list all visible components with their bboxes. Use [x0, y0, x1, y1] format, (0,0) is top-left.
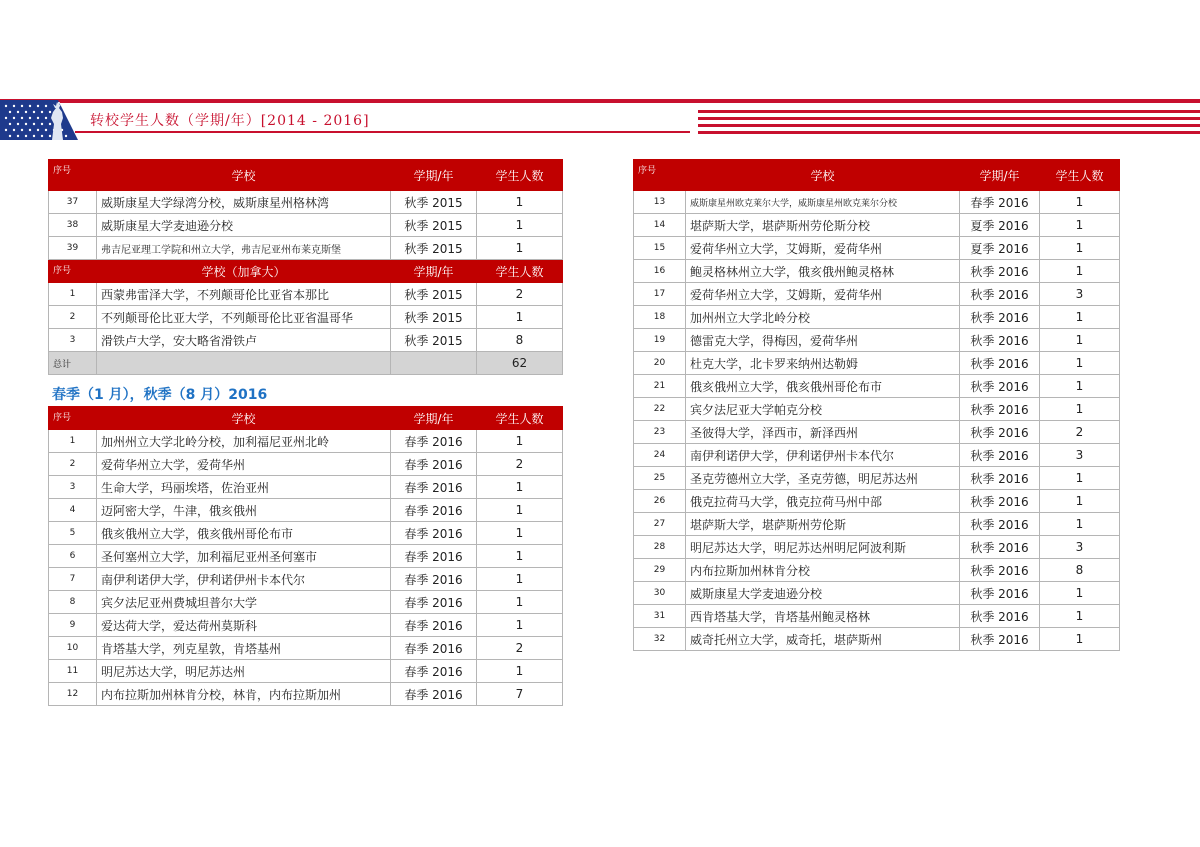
row-school: 威斯康星大学绿湾分校，威斯康星州格林湾 — [97, 191, 391, 214]
table-row — [634, 628, 1120, 651]
row-count: 1 — [477, 191, 563, 214]
row-no: 7 — [49, 568, 97, 591]
row-count: 1 — [1040, 329, 1120, 352]
table-row — [49, 329, 563, 352]
row-term: 秋季 2016 — [960, 605, 1040, 628]
table-row — [49, 306, 563, 329]
table-row — [634, 352, 1120, 375]
table-row — [634, 329, 1120, 352]
row-no: 2 — [49, 306, 97, 329]
header-no: 序号 — [49, 260, 97, 283]
row-count: 1 — [1040, 605, 1120, 628]
header-school: 学校 — [97, 160, 391, 191]
row-count: 1 — [1040, 513, 1120, 536]
row-term: 秋季 2016 — [960, 444, 1040, 467]
row-school: 圣克劳德州立大学，圣克劳德，明尼苏达州 — [686, 467, 960, 490]
row-no: 32 — [634, 628, 686, 651]
header-no: 序号 — [634, 160, 686, 191]
row-count: 1 — [477, 214, 563, 237]
row-no: 9 — [49, 614, 97, 637]
row-school: 威斯康星州欧克莱尔大学，威斯康星州欧克莱尔分校 — [686, 191, 960, 214]
row-count: 3 — [1040, 536, 1120, 559]
row-school: 明尼苏达大学，明尼苏达州明尼阿波利斯 — [686, 536, 960, 559]
row-term: 春季 2016 — [391, 568, 477, 591]
row-school: 杜克大学，北卡罗来纳州达勒姆 — [686, 352, 960, 375]
header-term: 学期/年 — [960, 160, 1040, 191]
header-count: 学生人数 — [1040, 160, 1120, 191]
transfer-table-2015 — [48, 159, 563, 375]
row-school: 内布拉斯加州林肯分校，林肯，内布拉斯加州 — [97, 683, 391, 706]
row-count: 8 — [1040, 559, 1120, 582]
row-no: 30 — [634, 582, 686, 605]
row-no: 12 — [49, 683, 97, 706]
table-row — [49, 660, 563, 683]
header-count: 学生人数 — [477, 407, 563, 430]
row-no: 20 — [634, 352, 686, 375]
page-title: 转校学生人数（学期/年）[2014 - 2016] — [90, 113, 370, 129]
row-school: 滑铁卢大学，安大略省滑铁卢 — [97, 329, 391, 352]
row-no: 29 — [634, 559, 686, 582]
row-no: 28 — [634, 536, 686, 559]
row-term: 秋季 2015 — [391, 329, 477, 352]
row-no: 6 — [49, 545, 97, 568]
header-school-canada: 学校（加拿大） — [97, 260, 391, 283]
table-row — [634, 444, 1120, 467]
header-no: 序号 — [49, 160, 97, 191]
row-term: 春季 2016 — [391, 545, 477, 568]
header-school: 学校 — [97, 407, 391, 430]
row-no: 23 — [634, 421, 686, 444]
table-row — [49, 522, 563, 545]
row-school: 西蒙弗雷泽大学，不列颠哥伦比亚省本那比 — [97, 283, 391, 306]
table-row — [49, 430, 563, 453]
row-no: 37 — [49, 191, 97, 214]
row-school: 加州州立大学北岭分校 — [686, 306, 960, 329]
row-no: 1 — [49, 430, 97, 453]
row-no: 18 — [634, 306, 686, 329]
row-count: 1 — [477, 568, 563, 591]
row-term: 秋季 2015 — [391, 237, 477, 260]
row-term: 秋季 2016 — [960, 582, 1040, 605]
row-term: 秋季 2015 — [391, 191, 477, 214]
table-row — [634, 214, 1120, 237]
row-no: 10 — [49, 637, 97, 660]
row-no: 3 — [49, 329, 97, 352]
table-row — [49, 237, 563, 260]
row-count: 1 — [1040, 237, 1120, 260]
row-term: 秋季 2016 — [960, 513, 1040, 536]
row-term: 秋季 2016 — [960, 375, 1040, 398]
table-row — [634, 283, 1120, 306]
row-term: 春季 2016 — [391, 476, 477, 499]
row-count: 2 — [477, 453, 563, 476]
row-term: 秋季 2015 — [391, 283, 477, 306]
table-row — [634, 421, 1120, 444]
table-row — [634, 513, 1120, 536]
header-no: 序号 — [49, 407, 97, 430]
row-term: 秋季 2016 — [960, 536, 1040, 559]
row-term: 春季 2016 — [391, 683, 477, 706]
table-header-row — [634, 160, 1120, 191]
table-header-row — [49, 407, 563, 430]
row-count: 1 — [1040, 467, 1120, 490]
row-count: 8 — [477, 329, 563, 352]
row-no: 38 — [49, 214, 97, 237]
row-count: 1 — [477, 306, 563, 329]
table-row — [634, 490, 1120, 513]
row-count: 1 — [1040, 260, 1120, 283]
row-term: 秋季 2016 — [960, 260, 1040, 283]
row-count: 1 — [1040, 490, 1120, 513]
total-value: 62 — [477, 352, 563, 375]
table-row — [634, 536, 1120, 559]
row-school: 德雷克大学，得梅因，爱荷华州 — [686, 329, 960, 352]
row-no: 39 — [49, 237, 97, 260]
row-no: 4 — [49, 499, 97, 522]
section-title-2016: 春季（1 月），秋季（8 月）2016 — [52, 387, 268, 403]
table-row — [49, 476, 563, 499]
row-no: 5 — [49, 522, 97, 545]
row-count: 1 — [477, 545, 563, 568]
table-row — [49, 637, 563, 660]
header-count: 学生人数 — [477, 260, 563, 283]
row-count: 1 — [1040, 214, 1120, 237]
row-term: 春季 2016 — [391, 522, 477, 545]
table-row — [49, 191, 563, 214]
total-row — [49, 352, 563, 375]
row-term: 秋季 2016 — [960, 283, 1040, 306]
row-school: 迈阿密大学，牛津，俄亥俄州 — [97, 499, 391, 522]
row-term: 秋季 2016 — [960, 421, 1040, 444]
table-row — [49, 545, 563, 568]
row-term: 春季 2016 — [391, 430, 477, 453]
row-school: 鲍灵格林州立大学，俄亥俄州鲍灵格林 — [686, 260, 960, 283]
row-school: 俄亥俄州立大学，俄亥俄州哥伦布市 — [97, 522, 391, 545]
row-no: 15 — [634, 237, 686, 260]
row-count: 1 — [477, 476, 563, 499]
row-school: 西肯塔基大学，肯塔基州鲍灵格林 — [686, 605, 960, 628]
row-no: 22 — [634, 398, 686, 421]
row-school: 不列颠哥伦比亚大学，不列颠哥伦比亚省温哥华 — [97, 306, 391, 329]
row-no: 3 — [49, 476, 97, 499]
table-row — [634, 237, 1120, 260]
row-count: 1 — [477, 430, 563, 453]
table-row — [634, 467, 1120, 490]
row-school: 威斯康星大学麦迪逊分校 — [686, 582, 960, 605]
table-row — [49, 614, 563, 637]
table-row — [49, 591, 563, 614]
row-school: 明尼苏达大学，明尼苏达州 — [97, 660, 391, 683]
header-term: 学期/年 — [391, 160, 477, 191]
row-term: 秋季 2016 — [960, 329, 1040, 352]
row-term: 春季 2016 — [391, 637, 477, 660]
row-no: 24 — [634, 444, 686, 467]
row-school: 堪萨斯大学，堪萨斯州劳伦斯 — [686, 513, 960, 536]
row-school: 南伊利诺伊大学，伊利诺伊州卡本代尔 — [97, 568, 391, 591]
row-term: 秋季 2016 — [960, 490, 1040, 513]
row-count: 1 — [1040, 375, 1120, 398]
row-term: 秋季 2016 — [960, 559, 1040, 582]
table-row — [49, 568, 563, 591]
row-count: 7 — [477, 683, 563, 706]
row-school: 内布拉斯加州林肯分校 — [686, 559, 960, 582]
row-school: 威奇托州立大学，威奇托，堪萨斯州 — [686, 628, 960, 651]
row-term: 秋季 2016 — [960, 352, 1040, 375]
table-row — [49, 499, 563, 522]
row-term: 秋季 2016 — [960, 628, 1040, 651]
row-count: 1 — [1040, 582, 1120, 605]
row-no: 27 — [634, 513, 686, 536]
row-no: 13 — [634, 191, 686, 214]
row-no: 31 — [634, 605, 686, 628]
row-count: 1 — [477, 660, 563, 683]
row-count: 1 — [1040, 628, 1120, 651]
flag-icon — [0, 100, 78, 140]
row-school: 加州州立大学北岭分校，加利福尼亚州北岭 — [97, 430, 391, 453]
row-term: 春季 2016 — [391, 499, 477, 522]
total-label: 总计 — [49, 352, 97, 375]
row-term: 春季 2016 — [391, 591, 477, 614]
row-school: 宾夕法尼亚州费城坦普尔大学 — [97, 591, 391, 614]
header-term: 学期/年 — [391, 407, 477, 430]
row-count: 2 — [1040, 421, 1120, 444]
header-count: 学生人数 — [477, 160, 563, 191]
row-term: 夏季 2016 — [960, 214, 1040, 237]
row-term: 秋季 2015 — [391, 214, 477, 237]
row-count: 1 — [1040, 398, 1120, 421]
row-no: 16 — [634, 260, 686, 283]
row-school: 圣彼得大学，泽西市，新泽西州 — [686, 421, 960, 444]
row-school: 南伊利诺伊大学，伊利诺伊州卡本代尔 — [686, 444, 960, 467]
table-row — [634, 191, 1120, 214]
header-term: 学期/年 — [391, 260, 477, 283]
row-school: 俄克拉荷马大学，俄克拉荷马州中部 — [686, 490, 960, 513]
transfer-table-2016-right — [633, 159, 1120, 651]
table-header-row — [49, 160, 563, 191]
row-school: 宾夕法尼亚大学帕克分校 — [686, 398, 960, 421]
row-school: 爱荷华州立大学，艾姆斯，爱荷华州 — [686, 283, 960, 306]
table-row — [634, 375, 1120, 398]
row-no: 8 — [49, 591, 97, 614]
table-row — [634, 398, 1120, 421]
row-no: 1 — [49, 283, 97, 306]
row-term: 夏季 2016 — [960, 237, 1040, 260]
table-row — [634, 582, 1120, 605]
row-term: 春季 2016 — [391, 614, 477, 637]
row-no: 26 — [634, 490, 686, 513]
row-school: 生命大学，玛丽埃塔，佐治亚州 — [97, 476, 391, 499]
row-school: 爱荷华州立大学，爱荷华州 — [97, 453, 391, 476]
row-count: 1 — [477, 499, 563, 522]
row-school: 爱荷华州立大学，艾姆斯，爱荷华州 — [686, 237, 960, 260]
row-count: 1 — [477, 614, 563, 637]
row-term: 秋季 2016 — [960, 398, 1040, 421]
row-school: 堪萨斯大学，堪萨斯州劳伦斯分校 — [686, 214, 960, 237]
row-no: 21 — [634, 375, 686, 398]
table-row — [49, 214, 563, 237]
row-count: 1 — [477, 237, 563, 260]
row-count: 1 — [477, 591, 563, 614]
row-term: 秋季 2015 — [391, 306, 477, 329]
canada-header-row — [49, 260, 563, 283]
row-term: 秋季 2016 — [960, 467, 1040, 490]
row-count: 2 — [477, 283, 563, 306]
table-row — [634, 306, 1120, 329]
table-row — [634, 605, 1120, 628]
row-count: 1 — [1040, 306, 1120, 329]
row-school: 弗吉尼亚理工学院和州立大学，弗吉尼亚州布莱克斯堡 — [97, 237, 391, 260]
header-school: 学校 — [686, 160, 960, 191]
row-term: 春季 2016 — [391, 453, 477, 476]
row-school: 俄亥俄州立大学，俄亥俄州哥伦布市 — [686, 375, 960, 398]
row-term: 春季 2016 — [391, 660, 477, 683]
table-row — [634, 559, 1120, 582]
row-no: 17 — [634, 283, 686, 306]
table-row — [49, 283, 563, 306]
row-no: 25 — [634, 467, 686, 490]
row-school: 圣何塞州立大学，加利福尼亚州圣何塞市 — [97, 545, 391, 568]
row-term: 春季 2016 — [960, 191, 1040, 214]
row-count: 1 — [1040, 352, 1120, 375]
table-row — [49, 683, 563, 706]
row-no: 2 — [49, 453, 97, 476]
row-school: 威斯康星大学麦迪逊分校 — [97, 214, 391, 237]
row-no: 11 — [49, 660, 97, 683]
row-no: 19 — [634, 329, 686, 352]
row-count: 3 — [1040, 444, 1120, 467]
transfer-table-2016-left — [48, 406, 563, 706]
table-row — [49, 453, 563, 476]
row-count: 1 — [1040, 191, 1120, 214]
table-row — [634, 260, 1120, 283]
row-school: 肯塔基大学，列克星敦，肯塔基州 — [97, 637, 391, 660]
row-count: 1 — [477, 522, 563, 545]
row-count: 3 — [1040, 283, 1120, 306]
row-no: 14 — [634, 214, 686, 237]
row-term: 秋季 2016 — [960, 306, 1040, 329]
row-count: 2 — [477, 637, 563, 660]
row-school: 爱达荷大学，爱达荷州莫斯科 — [97, 614, 391, 637]
